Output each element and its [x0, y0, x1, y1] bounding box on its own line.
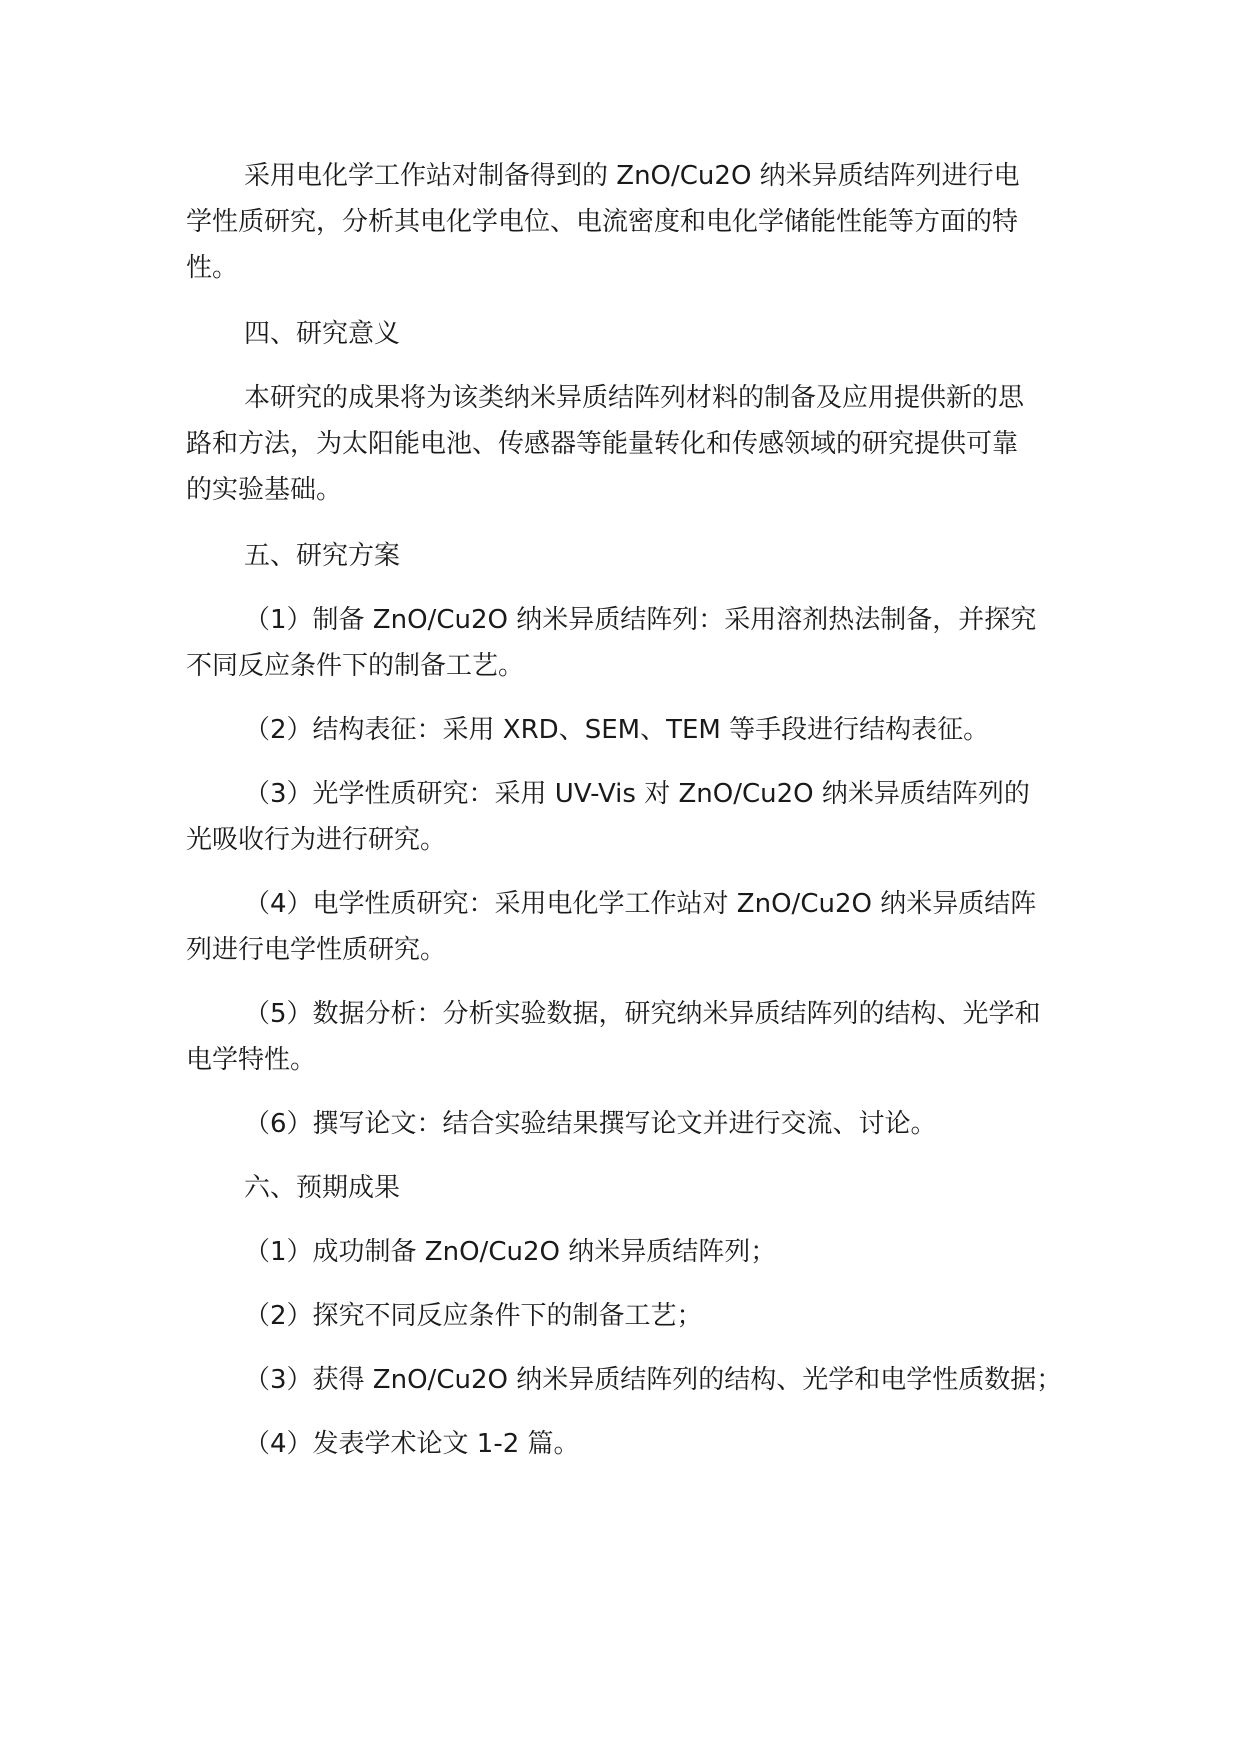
plan-item-5: （5）数据分析：分析实验数据，研究纳米异质结阵列的结构、光学和电学特性。 — [186, 999, 1041, 1075]
result-item-3: （3）获得 ZnO/Cu2O 纳米异质结阵列的结构、光学和电学性质数据； — [244, 1365, 1063, 1395]
plan-item-6: （6）撰写论文：结合实验结果撰写论文并进行交流、讨论。 — [244, 1109, 937, 1139]
plan-item-3: （3）光学性质研究：采用 UV-Vis 对 ZnO/Cu2O 纳米异质结阵列的光吸收行为进行研究。 — [186, 779, 1030, 855]
result-item-1: （1）成功制备 ZnO/Cu2O 纳米异质结阵列； — [244, 1237, 777, 1267]
result-item-4: （4）发表学术论文 1-2 篇。 — [244, 1429, 580, 1459]
plan-item-1: （1）制备 ZnO/Cu2O 纳米异质结阵列：采用溶剂热法制备，并探究不同反应条件下的制备工艺。 — [186, 605, 1037, 681]
significance-paragraph: 本研究的成果将为该类纳米异质结阵列材料的制备及应用提供新的思路和方法，为太阳能电池、传感器等能量转化和传感领域的研究提供可靠的实验基础。 — [186, 383, 1025, 505]
section-heading-expected-results: 六、预期成果 — [244, 1173, 401, 1203]
section-heading-significance: 四、研究意义 — [244, 319, 401, 349]
plan-item-4: （4）电学性质研究：采用电化学工作站对 ZnO/Cu2O 纳米异质结阵列进行电学性质研究。 — [186, 889, 1037, 965]
result-item-2: （2）探究不同反应条件下的制备工艺； — [244, 1301, 703, 1331]
plan-item-2: （2）结构表征：采用 XRD、SEM、TEM 等手段进行结构表征。 — [244, 715, 990, 745]
section-heading-plan: 五、研究方案 — [244, 541, 401, 571]
intro-paragraph: 采用电化学工作站对制备得到的 ZnO/Cu2O 纳米异质结阵列进行电学性质研究，分析其电化学电位、电流密度和电化学储能性能等方面的特性。 — [186, 161, 1020, 283]
